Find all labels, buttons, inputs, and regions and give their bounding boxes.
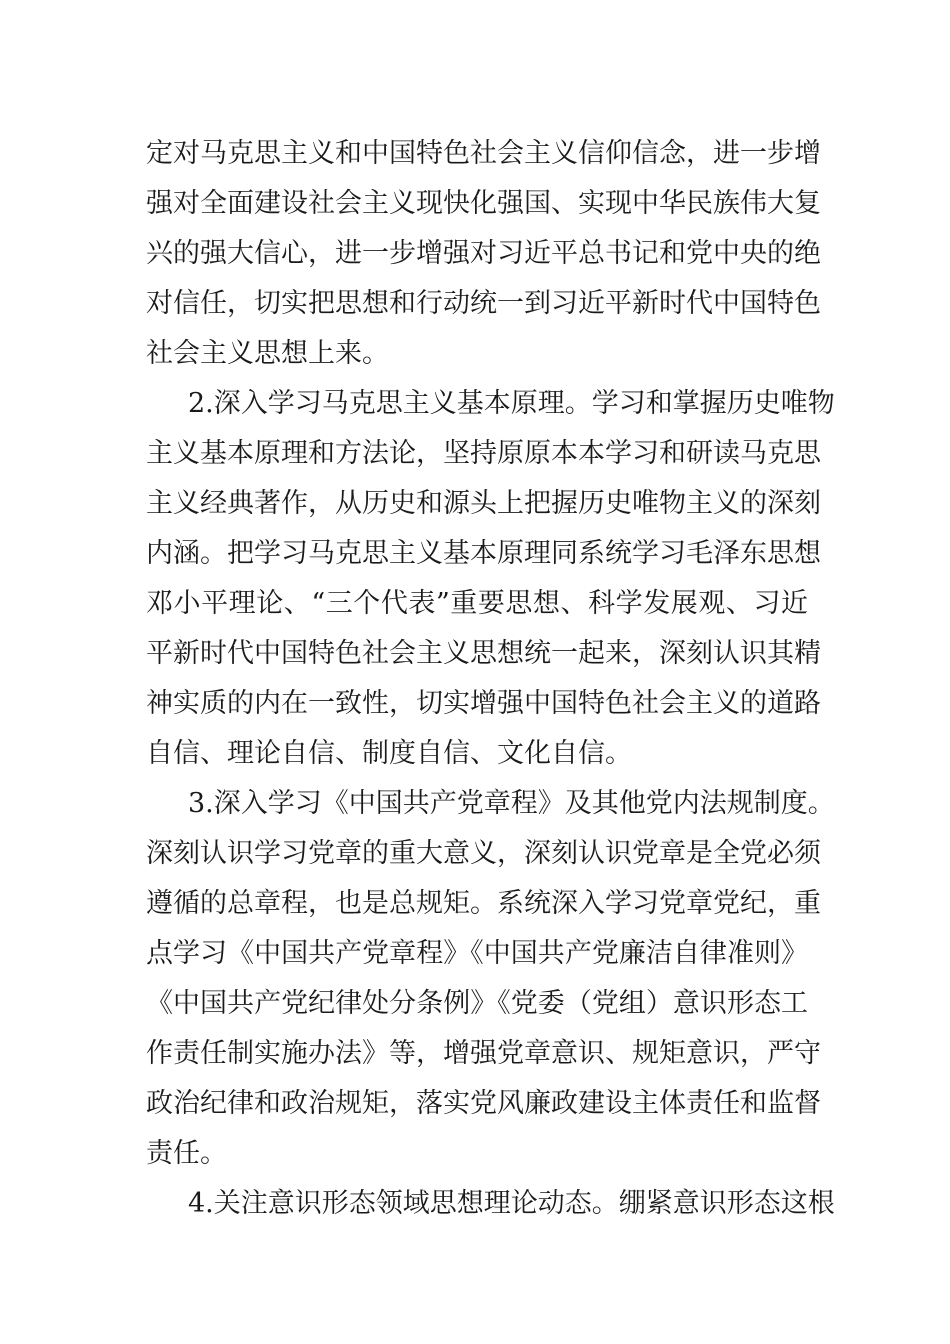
text-line-1: 定对马克思主义和中国特色社会主义信仰信念，进一步增 <box>146 138 821 169</box>
text-line-15: 深刻认识学习党章的重大意义，深刻认识党章是全党必须 <box>146 838 821 869</box>
text-line-21: 责任。 <box>146 1138 227 1169</box>
section-2-heading-line: 2.深入学习马克思主义基本原理。学习和掌握历史唯物 <box>188 388 835 419</box>
text-line-7: 主义基本原理和方法论，坚持原原本本学习和研读马克思 <box>146 438 821 469</box>
text-line-20: 政治纪律和政治规矩，落实党风廉政建设主体责任和监督 <box>146 1088 821 1119</box>
text-line-11: 平新时代中国特色社会主义思想统一起来，深刻认识其精 <box>146 638 821 669</box>
text-line-3: 兴的强大信心，进一步增强对习近平总书记和党中央的绝 <box>146 238 821 269</box>
text-line-10: 邓小平理论、“三个代表”重要思想、科学发展观、习近 <box>146 588 808 619</box>
text-line-19: 作责任制实施办法》等，增强党章意识、规矩意识，严守 <box>146 1038 821 1069</box>
text-line-18: 《中国共产党纪律处分条例》《党委（党组）意识形态工 <box>146 988 808 1019</box>
text-line-16: 遵循的总章程，也是总规矩。系统深入学习党章党纪，重 <box>146 888 821 919</box>
section-4-heading-line: 4.关注意识形态领域思想理论动态。绷紧意识形态这根 <box>188 1188 835 1219</box>
text-line-8: 主义经典著作，从历史和源头上把握历史唯物主义的深刻 <box>146 488 821 519</box>
section-3-heading-line: 3.深入学习《中国共产党章程》及其他党内法规制度。 <box>188 788 835 819</box>
text-line-9: 内涵。把学习马克思主义基本原理同系统学习毛泽东思想 <box>146 538 821 569</box>
text-line-5: 社会主义思想上来。 <box>146 338 389 369</box>
text-line-17: 点学习《中国共产党章程》《中国共产党廉洁自律准则》 <box>146 938 808 969</box>
text-line-12: 神实质的内在一致性，切实增强中国特色社会主义的道路 <box>146 688 821 719</box>
text-line-2: 强对全面建设社会主义现快化强国、实现中华民族伟大复 <box>146 188 821 219</box>
text-line-4: 对信任，切实把思想和行动统一到习近平新时代中国特色 <box>146 288 821 319</box>
text-line-13: 自信、理论自信、制度自信、文化自信。 <box>146 738 632 769</box>
